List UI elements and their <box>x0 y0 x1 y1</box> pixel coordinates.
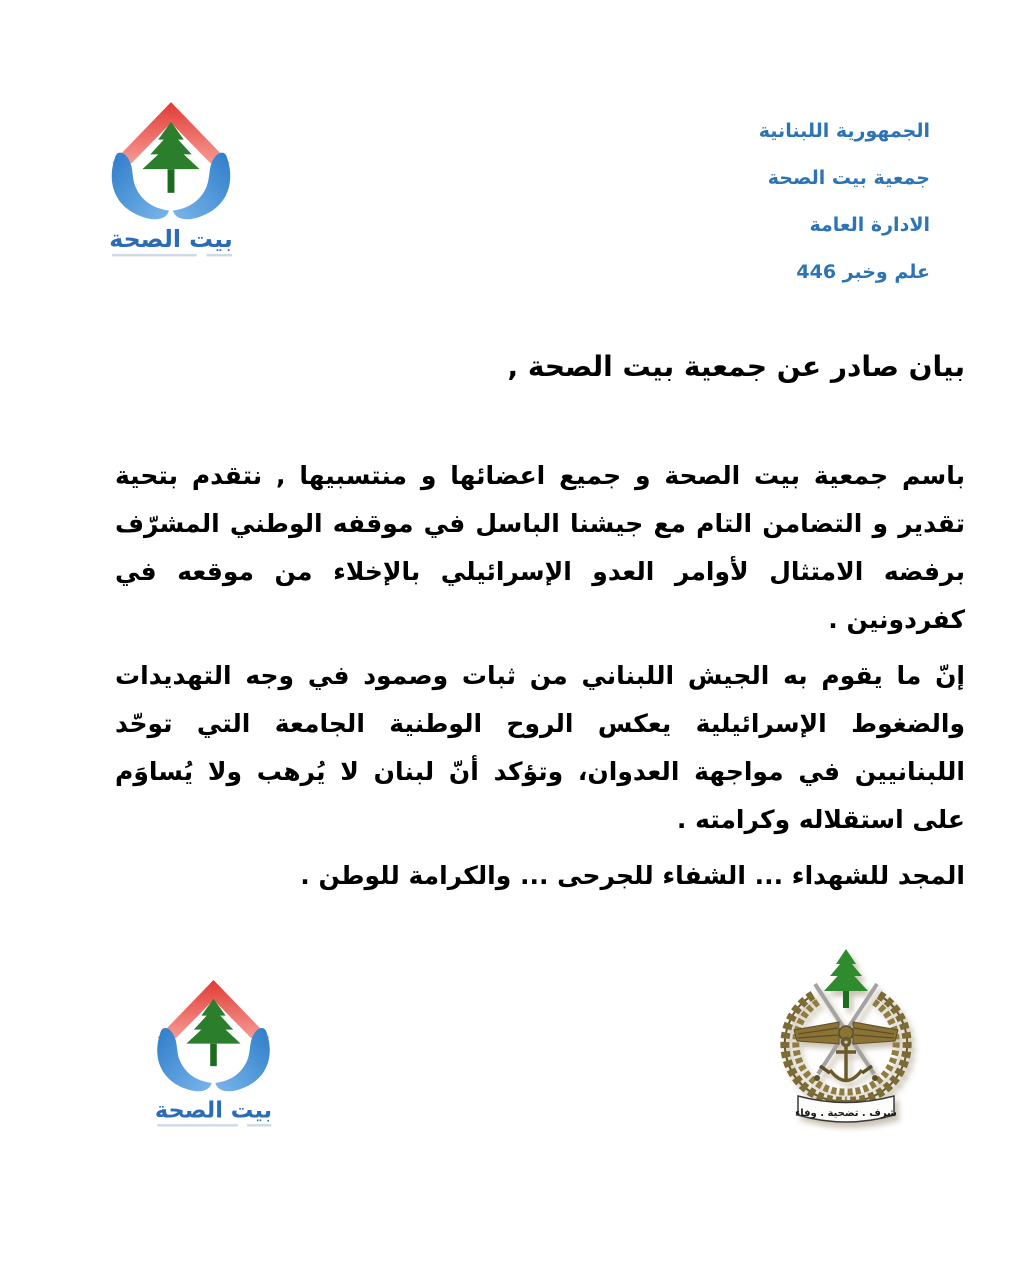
statement-title: بيان صادر عن جمعية بيت الصحة , <box>507 350 965 383</box>
header-line-license: علم وخبر 446 <box>796 261 930 283</box>
statement-body <box>115 452 965 900</box>
paragraph-1 <box>115 452 965 644</box>
beit-health-logo-graphic <box>148 976 279 1131</box>
header-line-administration: الادارة العامة <box>809 214 930 236</box>
header-line-republic: الجمهورية اللبنانية <box>758 120 930 142</box>
paragraph-2 <box>115 652 965 844</box>
statement-line: كفردونين . <box>828 605 965 634</box>
statement-line: على استقلاله وكرامته . <box>676 805 965 834</box>
statement-line: اللبنانيين في مواجهة العدوان، وتؤكد أنّ لبنان لا يُرهب ولا يُساوَم <box>115 757 965 786</box>
logo-wordmark: بيت الصحة <box>109 225 233 254</box>
wings-icon <box>794 1022 898 1044</box>
logo-wordmark: بيت الصحة <box>154 1097 273 1124</box>
closing-line: المجد للشهداء ... الشفاء للجرحى ... والكرامة للوطن . <box>300 861 965 890</box>
army-emblem-graphic <box>775 944 917 1131</box>
gov-header <box>759 108 930 296</box>
statement-line: برفضه الامتثال لأوامر العدو الإسرائيلي بالإخلاء من موقعه في <box>115 557 965 586</box>
motto-banner <box>795 1096 897 1122</box>
lebanese-army-emblem <box>775 944 917 1131</box>
cedar-icon <box>824 949 868 1008</box>
statement-line: باسم جمعية بيت الصحة و جميع اعضائها و منتسبيها , نتقدم بتحية <box>115 461 965 490</box>
header-line-association: جمعية بيت الصحة <box>767 167 930 189</box>
beit-health-logo-graphic <box>102 98 240 261</box>
statement-line: تقدير و التضامن التام مع جيشنا الباسل في موقفه الوطني المشرّف <box>115 509 965 538</box>
motto-text: شرف . تضحية . وفاء <box>795 1108 897 1119</box>
statement-line: إنّ ما يقوم به الجيش اللبناني من ثبات وصمود في وجه التهديدات <box>115 661 965 690</box>
beit-health-logo-top <box>102 98 240 261</box>
statement-line: والضغوط الإسرائيلية يعكس الروح الوطنية الجامعة التي توحّد <box>115 709 965 738</box>
beit-health-logo-bottom <box>148 976 279 1131</box>
